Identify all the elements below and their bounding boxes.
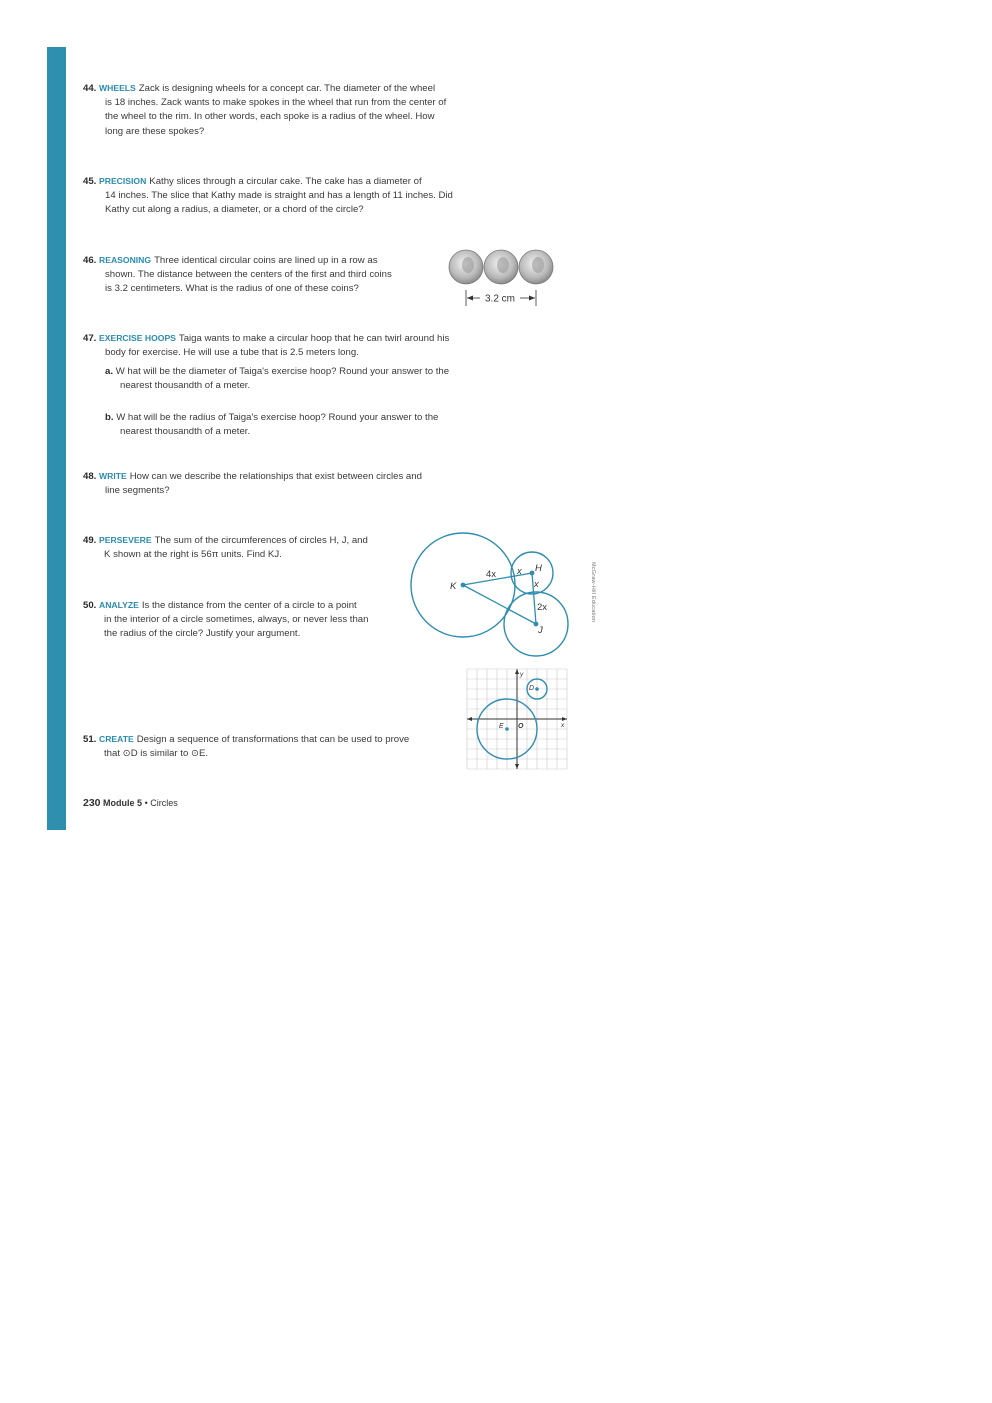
question-45 [83,174,453,218]
question-line: 14 inches. The slice that Kathy made is straight and has a length of 11 inches. Did [105,190,453,202]
question-47b [105,411,438,439]
footer-bullet: • [144,798,148,808]
question-number: 44. [83,83,97,94]
label-o: O [518,723,524,730]
question-keyword: EXERCISE HOOPS [99,333,176,343]
question-line: the wheel to the rim. In other words, each spoke is a radius of the wheel. How [105,111,435,123]
question-line: in the interior of a circle sometimes, always, or never less than [104,614,369,626]
question-line: body for exercise. He will use a tube that is 2.5 meters long. [105,347,359,359]
coins-figure [448,246,556,308]
photo-credit: McGraw-Hill Education [590,562,596,623]
label-2x: 2x [537,602,548,613]
label-x: x [561,722,565,729]
label-y: y [520,671,524,678]
question-line: Zack is designing wheels for a concept car. The diameter of the wheel [138,83,436,94]
question-keyword: PERSEVERE [99,535,152,545]
question-44 [83,81,446,139]
label-e: E [499,723,504,730]
question-line: the radius of the circle? Justify your argument. [104,628,301,640]
question-line: Kathy slices through a circular cake. The cake has a diameter of [149,176,422,187]
label-j: J [538,625,543,636]
section-name: Circles [150,798,178,808]
question-line: that ⊙D is similar to ⊙E. [104,748,209,760]
part-line: W hat will be the diameter of Taiga's exercise hoop? Round your answer to the [115,366,450,377]
coin-measure-label: 3.2 cm [484,293,516,305]
label-h: H [535,563,542,574]
question-line: Kathy cut along a radius, a diameter, or a chord of the circle? [105,204,364,216]
question-line: is 18 inches. Zack wants to make spokes in the wheel that run from the center of [105,97,447,109]
question-keyword: REASONING [99,255,152,265]
label-4x: 4x [486,569,497,580]
label-d: D [529,685,535,692]
question-49 [83,533,368,562]
question-number: 47. [83,333,97,344]
label-k: K [450,581,457,592]
part-label: b. [105,412,114,423]
part-line: nearest thousandth of a meter. [120,426,251,438]
question-line: shown. The distance between the centers of the first and third coins [105,269,392,281]
question-number: 50. [83,600,97,611]
question-line: Design a sequence of transformations that can be used to prove [136,734,410,745]
question-line: Three identical circular coins are lined up in a row as [154,255,378,266]
page-number: 230 [83,797,101,809]
circles-figure [408,528,574,660]
question-number: 46. [83,255,97,266]
module-name: Module 5 [103,798,143,808]
question-keyword: PRECISION [99,176,147,186]
label-x-top: x [517,566,522,577]
question-number: 51. [83,734,97,745]
question-47a [105,365,449,393]
part-line: nearest thousandth of a meter. [120,380,251,392]
page-color-bar [47,47,66,830]
question-keyword: CREATE [99,734,134,744]
question-line: Is the distance from the center of a circle to a point [141,600,357,611]
grid-figure [465,667,571,771]
question-number: 48. [83,471,97,482]
question-keyword: ANALYZE [99,600,139,610]
question-keyword: WRITE [99,471,127,481]
question-50 [83,598,368,642]
question-line: is 3.2 centimeters. What is the radius of one of these coins? [105,283,359,295]
question-line: How can we describe the relationships that exist between circles and [129,471,422,482]
question-51 [83,732,409,761]
question-46 [83,253,392,297]
question-number: 49. [83,535,97,546]
question-line: line segments? [105,485,170,497]
question-number: 45. [83,176,97,187]
question-keyword: WHEELS [99,83,136,93]
part-label: a. [105,366,114,377]
page-footer [83,797,178,809]
question-47 [83,331,449,360]
question-line: The sum of the circumferences of circles H, J, and [154,535,368,546]
question-line: Taiga wants to make a circular hoop that he can twirl around his [178,333,450,344]
question-line: K shown at the right is 56π units. Find KJ. [104,549,282,561]
part-line: W hat will be the radius of Taiga's exercise hoop? Round your answer to the [116,412,439,423]
question-line: long are these spokes? [105,125,205,137]
label-x-side: x [534,579,539,590]
question-48 [83,469,422,498]
